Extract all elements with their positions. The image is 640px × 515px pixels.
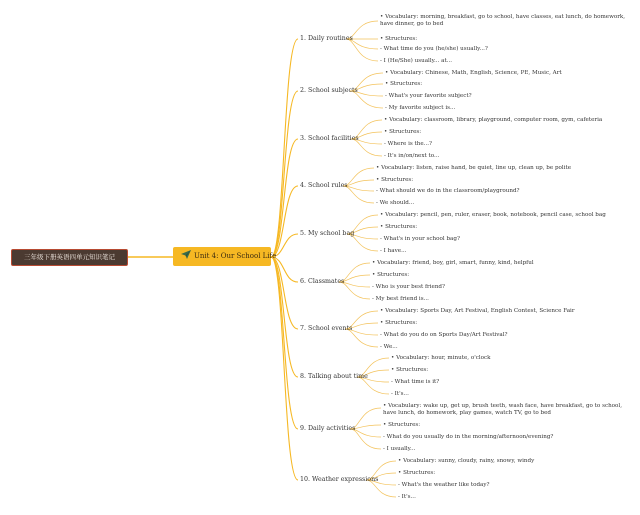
root-label: 三年级下册英语四单元知识笔记	[24, 253, 115, 261]
leaf-answer: - My best friend is...	[372, 296, 429, 302]
leaf-vocabulary: • Vocabulary: listen, raise hand, be quiet, line up, clean up, be polite	[376, 165, 572, 171]
central-topic-label: Unit 4: Our School Life	[194, 252, 277, 260]
leaf-vocabulary: • Vocabulary: pencil, pen, ruler, eraser, book, notebook, pencil case, school bag	[380, 212, 606, 218]
leaf-question: - What do you usually do in the morning/afternoon/evening?	[383, 434, 554, 440]
leaf-question: - What's your favorite subject?	[385, 93, 472, 99]
leaf-structures: • Structures:	[383, 422, 421, 428]
connector	[271, 257, 298, 429]
leaf-answer: - I (He/She) usually... at...	[380, 58, 453, 64]
topic-classmates[interactable]: 6. Classmates	[300, 278, 345, 285]
topic-school-rules[interactable]: 4. School rules	[300, 182, 348, 189]
leaf-structures: • Structures:	[385, 81, 423, 87]
leaf-vocabulary: • Vocabulary: morning, breakfast, go to school, have classes, eat lunch, do homework, have dinner, go to bed	[380, 14, 626, 27]
leaf-structures: • Structures:	[391, 367, 429, 373]
root-node[interactable]	[11, 249, 128, 266]
leaf-structures: • Structures:	[372, 272, 410, 278]
leaf-structures: • Structures:	[380, 320, 418, 326]
topic-daily-activities[interactable]: 9. Daily activities	[300, 425, 356, 432]
topic-talking-about-time[interactable]: 8. Talking about time	[300, 373, 368, 380]
leaf-structures: • Structures:	[380, 36, 418, 42]
connector	[271, 257, 298, 377]
leaf-answer: - I have...	[380, 248, 407, 254]
leaf-answer: - We should...	[376, 200, 415, 206]
paper-plane-icon	[181, 250, 191, 259]
leaf-question: - What should we do in the classroom/playground?	[376, 188, 520, 194]
leaf-structures: • Structures:	[398, 470, 436, 476]
leaf-vocabulary: • Vocabulary: classroom, library, playground, computer room, gym, cafeteria	[384, 117, 603, 123]
leaf-vocabulary: • Vocabulary: wake up, get up, brush teeth, wash face, have breakfast, go to school, have lunch, do homework, play games, watch TV, go to bed	[383, 403, 622, 416]
leaf-answer: - It's...	[398, 494, 416, 500]
topic-weather-expressions[interactable]: 10. Weather expressions	[300, 476, 379, 483]
leaf-structures: • Structures:	[380, 224, 418, 230]
leaf-question: - What time is it?	[391, 379, 440, 385]
leaf-structures: • Structures:	[376, 177, 414, 183]
leaf-answer: - My favorite subject is...	[385, 105, 456, 111]
connector	[343, 186, 374, 191]
leaf-vocabulary: • Vocabulary: Chinese, Math, English, Science, PE, Music, Art	[385, 70, 562, 76]
connector	[343, 168, 374, 186]
leaf-answer: - It's...	[391, 391, 409, 397]
leaf-answer: - We...	[380, 344, 398, 350]
topic-my-school-bag[interactable]: 5. My school bag	[300, 230, 355, 237]
leaf-answer: - I usually...	[383, 446, 416, 452]
leaf-vocabulary: • Vocabulary: friend, boy, girl, smart, funny, kind, helpful	[372, 260, 534, 266]
leaf-question: - Who is your best friend?	[372, 284, 446, 290]
topic-school-facilities[interactable]: 3. School facilities	[300, 135, 359, 142]
leaf-vocabulary: • Vocabulary: sunny, cloudy, rainy, snowy, windy	[398, 458, 535, 464]
connector	[271, 91, 298, 257]
topic-school-subjects[interactable]: 2. School subjects	[300, 87, 358, 94]
topic-daily-routines[interactable]: 1. Daily routines	[300, 35, 353, 42]
leaf-vocabulary: • Vocabulary: hour, minute, o'clock	[391, 355, 491, 361]
leaf-question: - Where is the...?	[384, 141, 433, 147]
leaf-question: - What's the weather like today?	[398, 482, 490, 488]
connector	[343, 180, 374, 186]
topic-school-events[interactable]: 7. School events	[300, 325, 353, 332]
leaf-question: - What do you do on Sports Day/Art Festival?	[380, 332, 508, 338]
connector	[271, 139, 298, 257]
connector	[271, 257, 298, 480]
leaf-question: - What's in your school bag?	[380, 236, 460, 242]
leaf-question: - What time do you (he/she) usually...?	[380, 46, 488, 52]
central-topic-node[interactable]	[173, 247, 277, 266]
leaf-structures: • Structures:	[384, 129, 422, 135]
connector	[271, 39, 298, 257]
connector	[343, 186, 374, 203]
leaf-vocabulary: • Vocabulary: Sports Day, Art Festival, English Contest, Science Fair	[380, 308, 575, 314]
leaf-answer: - It's in/on/next to...	[384, 153, 440, 159]
